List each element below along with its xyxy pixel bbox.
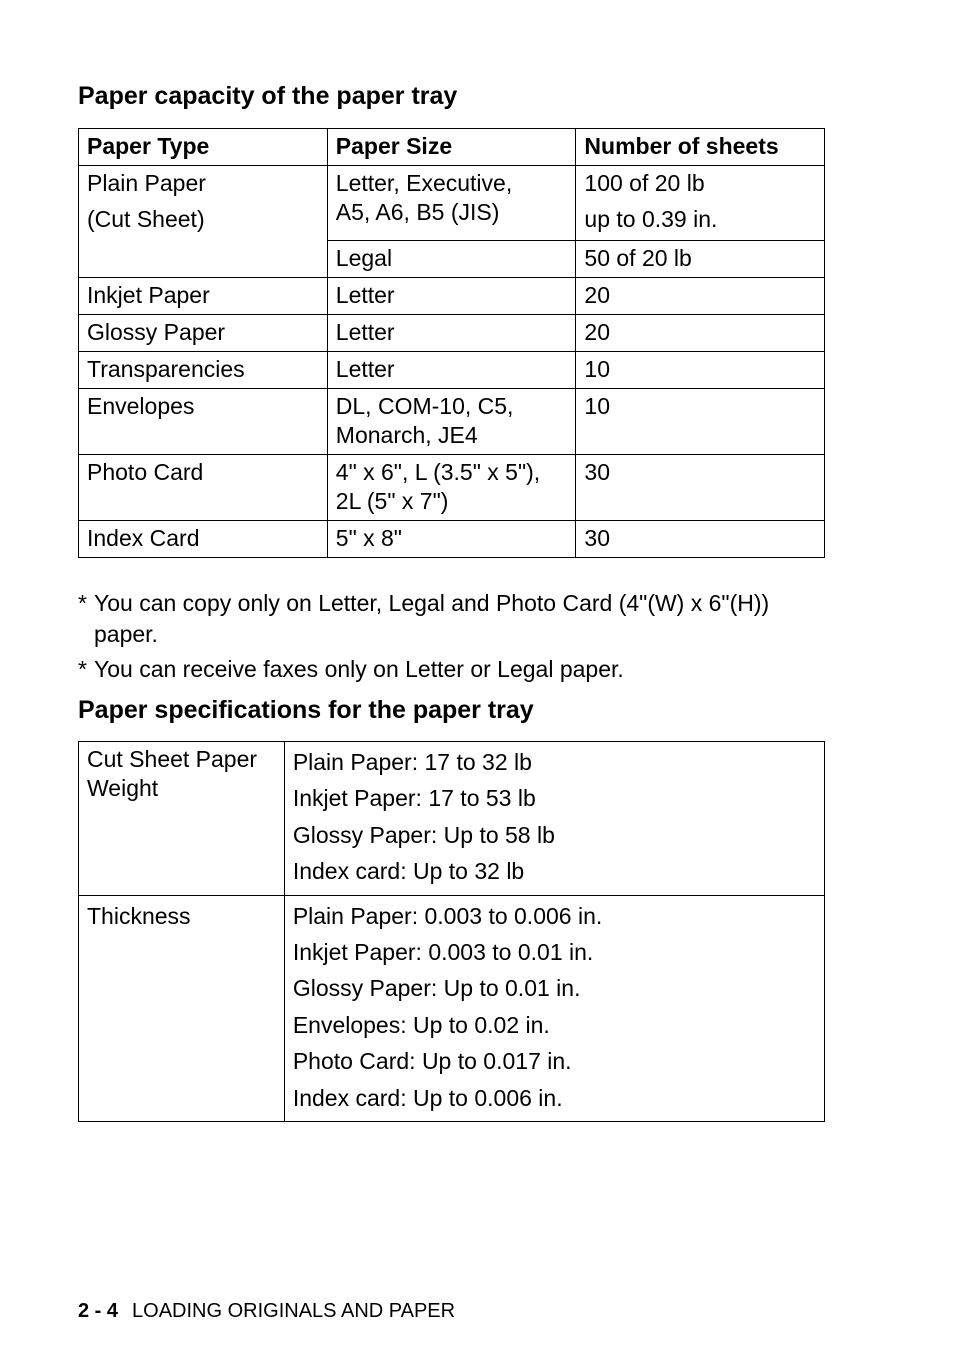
- header-number-of-sheets: Number of sheets: [576, 129, 825, 166]
- cut-sheet-label: (Cut Sheet): [87, 206, 205, 232]
- size-line: Letter, Executive,: [335, 170, 513, 196]
- cell-sheets: 10: [576, 389, 825, 455]
- spec-line: Index card: Up to 32 lb: [292, 858, 525, 885]
- chapter-title: LOADING ORIGINALS AND PAPER: [132, 1300, 456, 1322]
- cell-weight-values: [284, 742, 824, 896]
- spec-line: Plain Paper: 17 to 32 lb: [292, 749, 532, 775]
- cell-size: [327, 455, 576, 521]
- footnote-text: You can receive faxes only on Letter or Legal paper.: [94, 656, 624, 682]
- plain-paper-label: Plain Paper: [87, 170, 206, 196]
- page-footer: [78, 1300, 455, 1323]
- table-row: [79, 315, 825, 352]
- cell-type: Envelopes: [79, 389, 328, 455]
- cell-plain-paper-type: [79, 166, 328, 278]
- size-line: A5, A6, B5 (JIS): [335, 199, 500, 225]
- header-paper-type: Paper Type: [79, 129, 328, 166]
- header-paper-size: Paper Size: [327, 129, 576, 166]
- spec-line: Glossy Paper: Up to 58 lb: [292, 821, 555, 848]
- cell-sheets: 20: [576, 315, 825, 352]
- table-row: [79, 455, 825, 521]
- table-row: [79, 278, 825, 315]
- table-row: [79, 352, 825, 389]
- spec-line: Inkjet Paper: 0.003 to 0.01 in.: [292, 939, 594, 966]
- footnote-text: You can copy only on Letter, Legal and Photo Card (4"(W) x 6"(H)) paper.: [94, 590, 770, 647]
- cell-type: Transparencies: [79, 352, 328, 389]
- cell-plain-paper-sheets: [576, 166, 825, 241]
- cell-sheets: 30: [576, 521, 825, 558]
- cell-size: Letter: [327, 352, 576, 389]
- paper-capacity-table: [78, 128, 825, 558]
- cell-weight-label: Cut Sheet Paper Weight: [79, 742, 285, 896]
- footnote-marker: *: [78, 656, 87, 682]
- footnote-marker: *: [78, 590, 87, 616]
- table-header-row: [79, 129, 825, 166]
- table-row: [79, 389, 825, 455]
- cell-legal-sheets: 50 of 20 lb: [576, 241, 825, 278]
- cell-type: Photo Card: [79, 455, 328, 521]
- spec-line: Glossy Paper: Up to 0.01 in.: [292, 975, 581, 1002]
- specifications-section-title: Paper specifications for the paper tray: [78, 696, 534, 724]
- spec-line: Plain Paper: 0.003 to 0.006 in.: [292, 902, 603, 929]
- cell-sheets: 30: [576, 455, 825, 521]
- table-row: [79, 895, 825, 1121]
- spec-line: Envelopes: Up to 0.02 in.: [292, 1011, 550, 1038]
- size-line: 4" x 6", L (3.5" x 5"),: [335, 459, 541, 485]
- page-number: 2 - 4: [78, 1300, 119, 1322]
- cell-type: Glossy Paper: [79, 315, 328, 352]
- capacity-section-title: Paper capacity of the paper tray: [78, 82, 458, 110]
- cell-type: Inkjet Paper: [79, 278, 328, 315]
- cell-type: Index Card: [79, 521, 328, 558]
- cell-sheets: 10: [576, 352, 825, 389]
- cell-size: 5" x 8": [327, 521, 576, 558]
- cell-size: Letter: [327, 315, 576, 352]
- footnote-copy: [78, 588, 838, 650]
- spec-line: Inkjet Paper: 17 to 53 lb: [292, 785, 536, 812]
- table-row: [79, 166, 825, 241]
- cell-legal-size: Legal: [327, 241, 576, 278]
- sheets-line: up to 0.39 in.: [584, 206, 718, 232]
- cell-size: Letter: [327, 278, 576, 315]
- size-line: Monarch, JE4: [335, 422, 478, 448]
- spec-line: Index card: Up to 0.006 in.: [292, 1084, 563, 1111]
- spec-line: Photo Card: Up to 0.017 in.: [292, 1048, 572, 1075]
- cell-thickness-values: [284, 895, 824, 1121]
- sheets-line: 100 of 20 lb: [584, 170, 705, 196]
- size-line: DL, COM-10, C5,: [335, 393, 514, 419]
- table-row: [79, 742, 825, 896]
- cell-size: [327, 389, 576, 455]
- size-line: 2L (5" x 7"): [335, 488, 449, 514]
- footnote-fax: [78, 654, 838, 685]
- cell-plain-paper-size: [327, 166, 576, 241]
- footnotes: [78, 588, 838, 689]
- cell-sheets: 20: [576, 278, 825, 315]
- paper-specifications-table: [78, 741, 825, 1122]
- cell-thickness-label: Thickness: [79, 895, 285, 1121]
- table-row: [79, 521, 825, 558]
